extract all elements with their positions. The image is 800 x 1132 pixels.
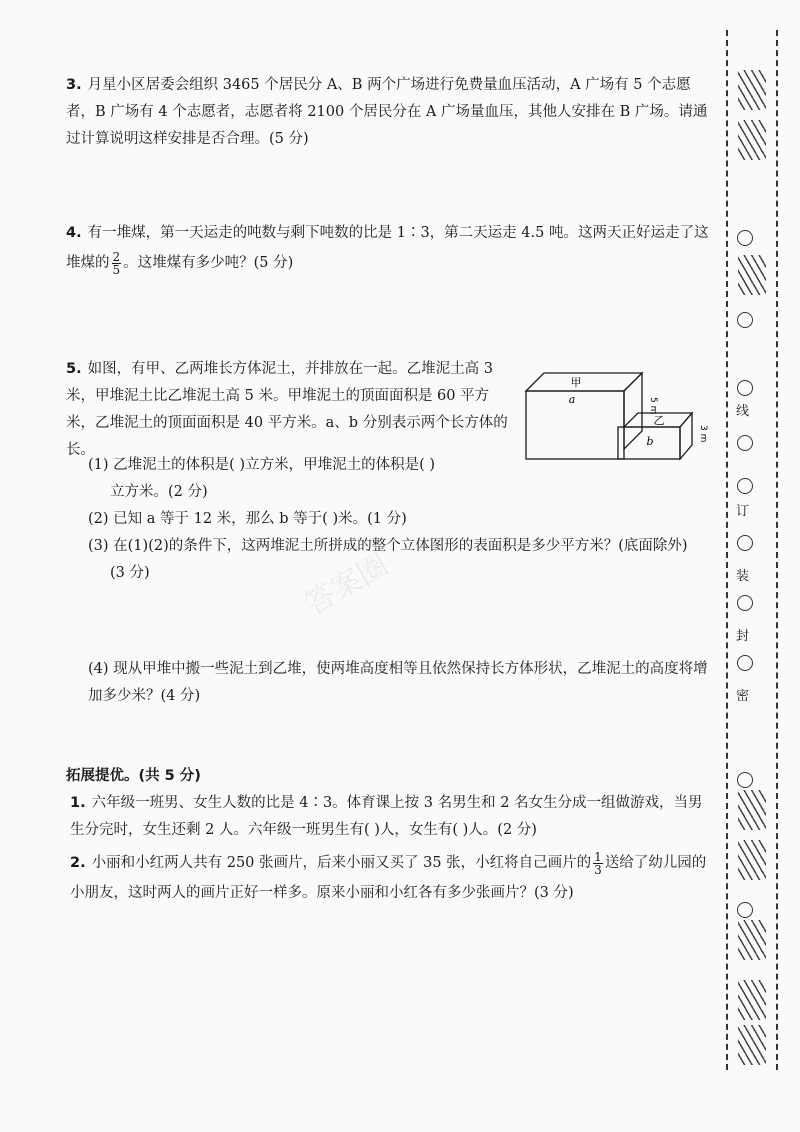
hatch-mark <box>738 920 766 960</box>
fraction <box>593 851 603 876</box>
binding-char: 装 <box>736 569 750 584</box>
question-text: 如图，有甲、乙两堆长方体泥土，并排放在一起。乙堆泥土高 3 米，甲堆泥土比乙堆泥土高 5 米。甲堆泥土的顶面面积是 60 平方米，乙堆泥土的顶面面积是 40 平方米。a、b 分别表示两个长方体的长。 <box>66 361 508 458</box>
label-a: a <box>568 393 576 406</box>
question-5-intro <box>66 356 511 464</box>
binding-char: 线 <box>736 404 750 419</box>
extension-question-2 <box>70 848 715 908</box>
binding-circle <box>737 655 753 671</box>
hatch-mark <box>738 70 766 110</box>
hatch-mark <box>738 790 766 830</box>
hatch-mark <box>738 840 766 880</box>
binding-char: 订 <box>736 504 750 519</box>
binding-char: 封 <box>736 629 750 644</box>
label-yi: 乙 <box>653 414 665 427</box>
hatch-mark <box>738 1025 766 1065</box>
question-text-end: 。这堆煤有多少吨？(5 分) <box>123 255 294 271</box>
hatch-mark <box>738 980 766 1020</box>
label-3m: 3 m <box>698 425 708 443</box>
binding-circle <box>737 902 753 918</box>
binding-circle <box>737 595 753 611</box>
hatch-mark <box>738 255 766 295</box>
label-5m: 5 m <box>648 397 658 415</box>
question-number: 2. <box>70 855 86 871</box>
question-text: 月星小区居委会组织 3465 个居民分 A、B 两个广场进行免费量血压活动，A 广场有 5 个志愿者，B 广场有 4 个志愿者，志愿者将 2100 个居民分在 A 广场量血压，其他人安排在 B 广场。请通过计算说明这样安排是否合理。(5 分) <box>66 77 708 147</box>
hatch-mark <box>738 120 766 160</box>
label-jia: 甲 <box>570 376 582 389</box>
question-number: 1. <box>70 795 86 811</box>
binding-circle <box>737 435 753 451</box>
binding-strip <box>726 30 778 1070</box>
fraction-numerator: 1 <box>594 849 602 864</box>
pile-yi-side <box>680 413 692 459</box>
question-number: 5. <box>66 361 82 377</box>
pile-jia-top <box>526 373 642 391</box>
watermark: 答案圈 <box>299 547 395 623</box>
binding-circle <box>737 312 753 328</box>
binding-circle <box>737 380 753 396</box>
binding-circle <box>737 478 753 494</box>
question-5-part-1: (1) 乙堆泥土的体积是( )立方米，甲堆泥土的体积是( ) <box>88 457 435 473</box>
section-title-extension: 拓展提优。(共 5 分) <box>66 768 201 784</box>
question-text: 六年级一班男、女生人数的比是 4∶3。体育课上按 3 名男生和 2 名女生分成一组做游戏，当男生分完时，女生还剩 2 人。六年级一班男生有( )人，女生有( )人。(2 分) <box>70 795 703 838</box>
binding-char: 密 <box>736 689 750 704</box>
question-number: 3. <box>66 77 82 93</box>
binding-circle <box>737 772 753 788</box>
question-3 <box>66 72 716 153</box>
question-text-end: 送给了幼儿园的小朋友，这时两人的画片正好一样多。原来小丽和小红各有多少张画片？(3 分) <box>70 855 707 901</box>
fraction-numerator: 2 <box>112 249 121 264</box>
fraction <box>112 251 122 276</box>
fraction-denominator: 3 <box>594 862 602 877</box>
question-5-part-3-cont: (3 分) <box>110 565 150 581</box>
binding-circle <box>737 535 753 551</box>
question-5-part-2: (2) 已知 a 等于 12 米，那么 b 等于( )米。(1 分) <box>88 511 407 527</box>
label-b: b <box>646 435 654 448</box>
question-number: 4. <box>66 225 82 241</box>
question-text: 小丽和小红两人共有 250 张画片，后来小丽又买了 35 张，小红将自己画片的 <box>91 855 592 871</box>
soil-piles-figure <box>520 365 720 470</box>
question-4 <box>66 218 716 278</box>
pile-jia-side <box>624 373 642 449</box>
extension-question-1 <box>70 790 715 844</box>
fraction-denominator: 5 <box>112 262 121 277</box>
question-text: 有一堆煤，第一天运走的吨数与剩下吨数的比是 1∶3，第二天运走 4.5 吨。这两天正好运走了这堆煤的 <box>66 225 709 271</box>
question-5-part-4: (4) 现从甲堆中搬一些泥土到乙堆，使两堆高度相等且依然保持长方体形状，乙堆泥土的高度将增加多少米？(4 分) <box>88 661 708 704</box>
question-5-part-3: (3) 在(1)(2)的条件下，这两堆泥土所拼成的整个立体图形的表面积是多少平方米？(底面除外) <box>88 538 688 554</box>
binding-circle <box>737 230 753 246</box>
question-5-part-1-cont: 立方米。(2 分) <box>110 484 208 500</box>
